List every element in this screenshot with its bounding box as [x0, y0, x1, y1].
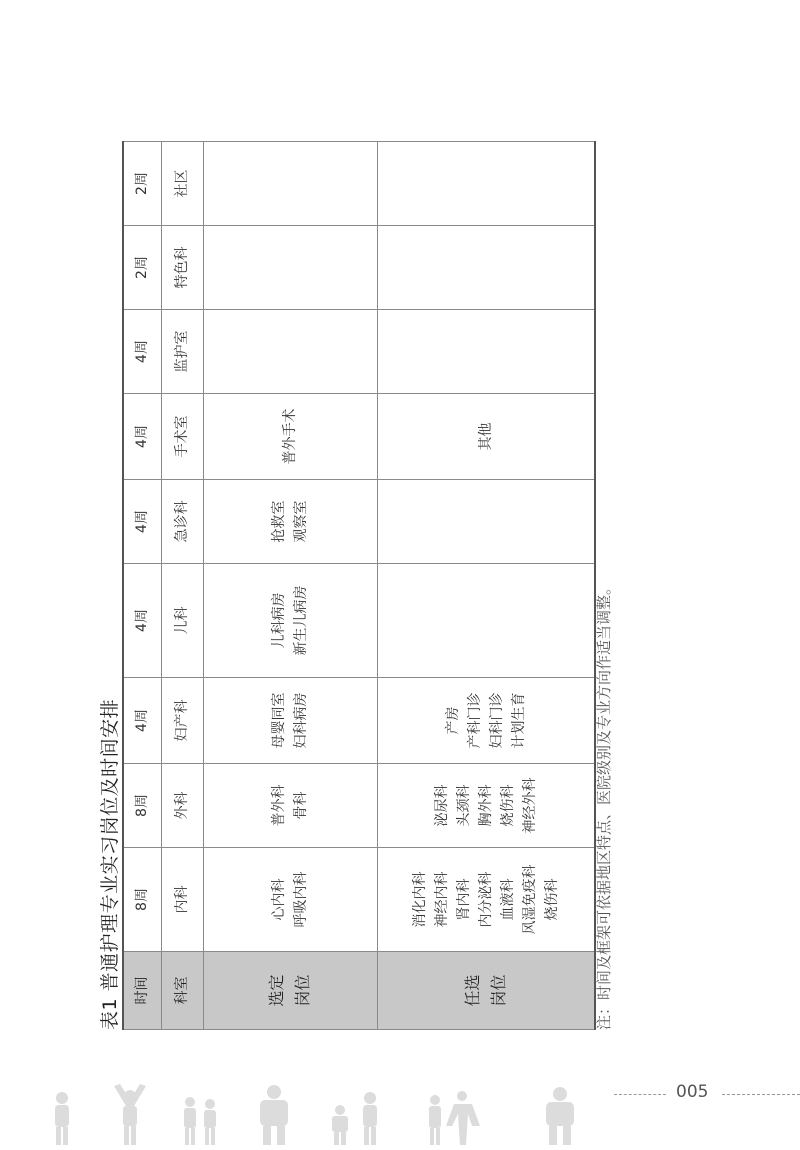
- elective-cell: [377, 764, 595, 848]
- elective-header: [377, 952, 595, 1030]
- required-item: 普外科: [271, 784, 287, 827]
- required-cell: [203, 848, 377, 952]
- dept-cell: 内科: [161, 848, 203, 952]
- elective-cell: [377, 142, 595, 226]
- people-silhouettes-decoration: [40, 1078, 600, 1148]
- elective-item: 产科门诊: [466, 692, 483, 749]
- table-title: 表1 普通护理专业实习岗位及时间安排: [99, 698, 121, 1030]
- required-header-line: 选定: [267, 974, 286, 1007]
- required-cell: [203, 764, 377, 848]
- rotated-page-content: [95, 90, 635, 1030]
- required-item: 普外手术: [282, 408, 298, 465]
- elective-item: 妇科门诊: [488, 692, 505, 749]
- elective-item: 计划生育: [510, 692, 527, 749]
- dept-cell: 儿科: [161, 564, 203, 678]
- elective-item: 烧伤科: [499, 784, 516, 827]
- person-silhouette: [363, 1092, 377, 1145]
- time-header: 时间: [123, 952, 161, 1030]
- elective-item: 头颈科: [455, 784, 472, 827]
- person-silhouette: [204, 1099, 216, 1145]
- required-cell: [203, 310, 377, 394]
- dept-cell: 急诊科: [161, 480, 203, 564]
- required-cell: [203, 226, 377, 310]
- elective-item: 血液科: [499, 878, 516, 921]
- required-cell: [203, 678, 377, 764]
- required-item: 新生儿病房: [293, 585, 309, 656]
- elective-item: 神经内科: [433, 871, 450, 928]
- dept-row: [161, 142, 203, 1030]
- elective-cell: [377, 480, 595, 564]
- time-cell: 4周: [123, 310, 161, 394]
- elective-item: 胸外科: [477, 784, 494, 827]
- elective-item: 烧伤科: [543, 878, 560, 921]
- required-cell: [203, 142, 377, 226]
- person-silhouette: [114, 1084, 146, 1145]
- elective-item: 风湿免疫科: [521, 864, 538, 935]
- table-note: 注：时间及框架可依据地区特点、医院级别及专业方向作适当调整。: [595, 579, 613, 1030]
- elective-cell: [377, 310, 595, 394]
- elective-row: [377, 142, 595, 1030]
- person-silhouette: [446, 1091, 480, 1145]
- time-cell: 2周: [123, 226, 161, 310]
- required-header-line: 岗位: [293, 974, 312, 1007]
- elective-cell: [377, 848, 595, 952]
- required-item: 骨科: [293, 791, 309, 820]
- required-item: 心内科: [271, 878, 287, 921]
- required-header: [203, 952, 377, 1030]
- required-item: 儿科病房: [271, 592, 287, 649]
- required-cell: [203, 394, 377, 480]
- required-item: 观察室: [293, 500, 309, 543]
- dept-cell: 特色科: [161, 226, 203, 310]
- dept-header: 科室: [161, 952, 203, 1030]
- person-silhouette: [546, 1087, 574, 1145]
- time-cell: 8周: [123, 764, 161, 848]
- dept-cell: 监护室: [161, 310, 203, 394]
- elective-header-line: 任选: [462, 974, 482, 1007]
- required-item: 抢救室: [271, 500, 287, 543]
- page-number: 005: [676, 1082, 709, 1102]
- footer-dashed-line-left: [614, 1094, 666, 1095]
- elective-header-line: 岗位: [488, 974, 508, 1007]
- time-cell: 4周: [123, 678, 161, 764]
- time-cell: 4周: [123, 480, 161, 564]
- elective-cell: [377, 564, 595, 678]
- dept-cell: 外科: [161, 764, 203, 848]
- time-cell: 8周: [123, 848, 161, 952]
- person-silhouette: [184, 1097, 196, 1145]
- time-cell: 4周: [123, 394, 161, 480]
- internship-schedule-table: [122, 141, 596, 1030]
- required-cell: [203, 564, 377, 678]
- required-item: 妇科病房: [293, 692, 309, 749]
- person-silhouette: [332, 1105, 348, 1145]
- elective-cell: [377, 678, 595, 764]
- elective-item: 泌尿科: [433, 784, 450, 827]
- elective-item: 肾内科: [455, 878, 472, 921]
- required-item: 呼吸内科: [293, 871, 309, 928]
- person-silhouette: [429, 1095, 441, 1145]
- required-item: 母婴同室: [271, 692, 287, 749]
- person-silhouette: [55, 1092, 69, 1145]
- elective-item: 内分泌科: [477, 871, 494, 928]
- required-cell: [203, 480, 377, 564]
- time-cell: 2周: [123, 142, 161, 226]
- dept-cell: 手术室: [161, 394, 203, 480]
- time-cell: 4周: [123, 564, 161, 678]
- dept-cell: 社区: [161, 142, 203, 226]
- time-row: [123, 142, 161, 1030]
- elective-other-cell: 其他: [377, 394, 595, 480]
- elective-item: 产房: [444, 706, 461, 735]
- elective-item: 神经外科: [521, 777, 538, 834]
- required-row: [203, 142, 377, 1030]
- person-silhouette: [260, 1085, 288, 1145]
- elective-item: 消化内科: [411, 871, 428, 928]
- elective-cell: [377, 226, 595, 310]
- footer-dashed-line-right: [722, 1094, 800, 1095]
- dept-cell: 妇产科: [161, 678, 203, 764]
